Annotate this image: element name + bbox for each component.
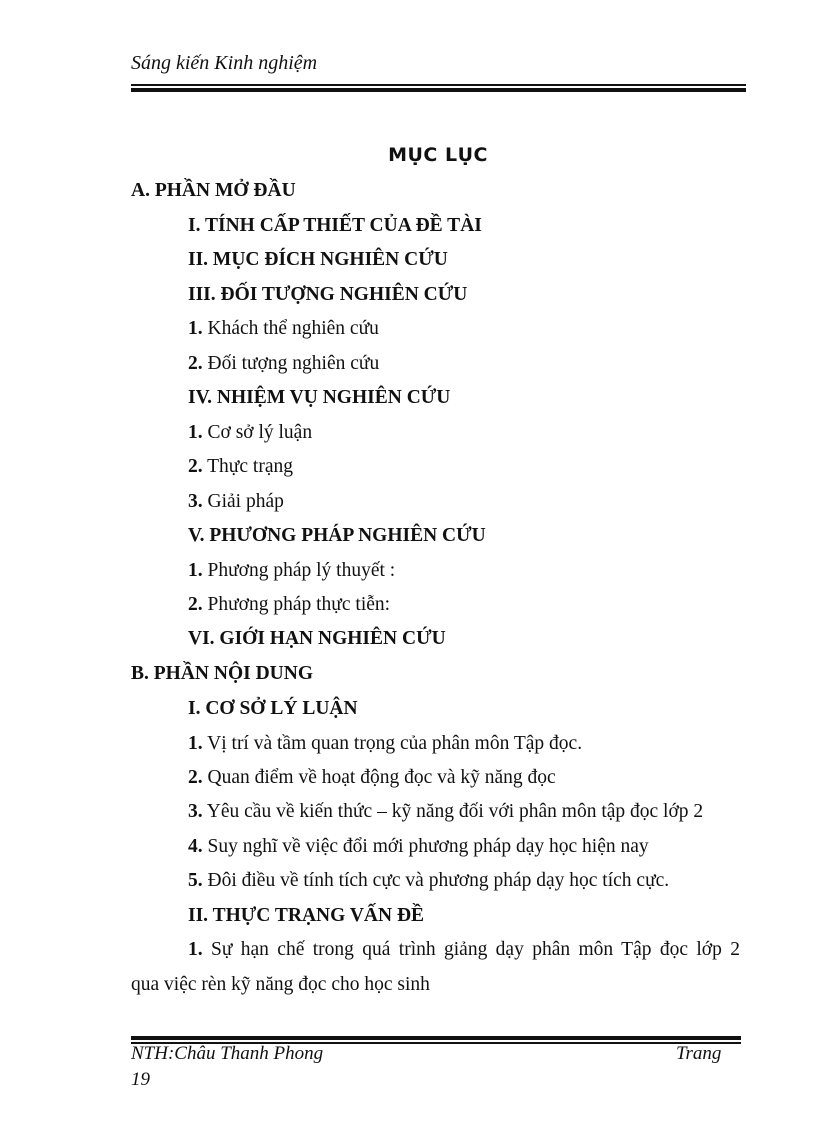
toc-item-b1-4: [188, 836, 649, 858]
header-rule-thick: [131, 88, 746, 92]
toc-item-label: Vị trí và tầm quan trọng của phân môn Tập đọc.: [202, 733, 583, 754]
toc-item-a4-2: [188, 456, 293, 478]
toc-item-b1-5: [188, 870, 669, 892]
toc-item-b1-2: [188, 767, 556, 789]
toc-item-label: Thực trạng: [202, 456, 293, 477]
toc-section-b: B. PHẦN NỘI DUNG: [131, 663, 314, 684]
header-rule-thin: [131, 84, 746, 86]
toc-item-number: 5.: [188, 870, 203, 891]
footer-page-label: Trang: [676, 1043, 722, 1064]
toc-item-label: Phương pháp thực tiễn:: [202, 594, 391, 615]
header-title: Sáng kiến Kinh nghiệm: [131, 52, 318, 74]
toc-item-number: 2.: [188, 767, 203, 788]
toc-item-number: 1.: [188, 422, 203, 443]
toc-heading-b1: I. CƠ SỞ LÝ LUẬN: [188, 698, 358, 719]
toc-item-number: 4.: [188, 836, 203, 857]
toc-item-a4-1: [188, 422, 312, 444]
toc-item-a3-1: [188, 318, 379, 340]
toc-item-number: 3.: [188, 801, 203, 822]
toc-heading-a6: VI. GIỚI HẠN NGHIÊN CỨU: [188, 628, 446, 649]
toc-item-label: Sự hạn chế trong quá trình giảng dạy phân môn Tập đọc lớp 2: [202, 939, 740, 960]
toc-item-number: 1.: [188, 318, 203, 339]
toc-item-number: 1.: [188, 939, 203, 960]
toc-item-number: 2.: [188, 353, 203, 374]
toc-item-a4-3: [188, 491, 284, 513]
toc-item-b2-1: [188, 939, 740, 961]
toc-heading-a1: I. TÍNH CẤP THIẾT CỦA ĐỀ TÀI: [188, 215, 482, 236]
toc-title: MỤC LỤC: [388, 144, 488, 166]
toc-item-number: 2.: [188, 594, 203, 615]
toc-heading-a2: II. MỤC ĐÍCH NGHIÊN CỨU: [188, 249, 448, 270]
toc-item-label: Đôi điều về tính tích cực và phương pháp dạy học tích cực.: [202, 870, 670, 891]
toc-item-label: Cơ sở lý luận: [202, 422, 313, 443]
toc-item-label: Khách thể nghiên cứu: [202, 318, 379, 339]
toc-section-a: A. PHẦN MỞ ĐẦU: [131, 180, 296, 201]
toc-item-label: Quan điểm về hoạt động đọc và kỹ năng đọc: [202, 767, 556, 788]
footer-author: NTH:Châu Thanh Phong: [131, 1043, 324, 1064]
toc-item-number: 1.: [188, 560, 203, 581]
toc-heading-a4: IV. NHIỆM VỤ NGHIÊN CỨU: [188, 387, 451, 408]
toc-item-a5-1: [188, 560, 395, 582]
toc-item-a3-2: [188, 353, 379, 375]
toc-heading-b2: II. THỰC TRẠNG VẤN ĐỀ: [188, 905, 425, 926]
toc-item-b1-1: [188, 733, 582, 755]
toc-heading-a3: III. ĐỐI TƯỢNG NGHIÊN CỨU: [188, 284, 468, 305]
toc-heading-a5: V. PHƯƠNG PHÁP NGHIÊN CỨU: [188, 525, 486, 546]
toc-item-label: Phương pháp lý thuyết :: [202, 560, 396, 581]
toc-item-number: 1.: [188, 733, 203, 754]
toc-item-number: 2.: [188, 456, 203, 477]
toc-item-a5-2: [188, 594, 390, 616]
toc-item-label: Giải pháp: [202, 491, 284, 512]
toc-item-label: Suy nghĩ về việc đổi mới phương pháp dạy học hiện nay: [202, 836, 649, 857]
toc-item-b1-3: [188, 801, 703, 823]
footer-rule-thick: [131, 1036, 741, 1040]
toc-item-number: 3.: [188, 491, 203, 512]
toc-item-b2-1-continued: qua việc rèn kỹ năng đọc cho học sinh: [131, 974, 430, 995]
footer-page-number: 19: [131, 1069, 150, 1090]
toc-item-label: Yêu cầu về kiến thức – kỹ năng đối với phân môn tập đọc lớp 2: [202, 801, 704, 822]
toc-item-label: Đối tượng nghiên cứu: [202, 353, 380, 374]
